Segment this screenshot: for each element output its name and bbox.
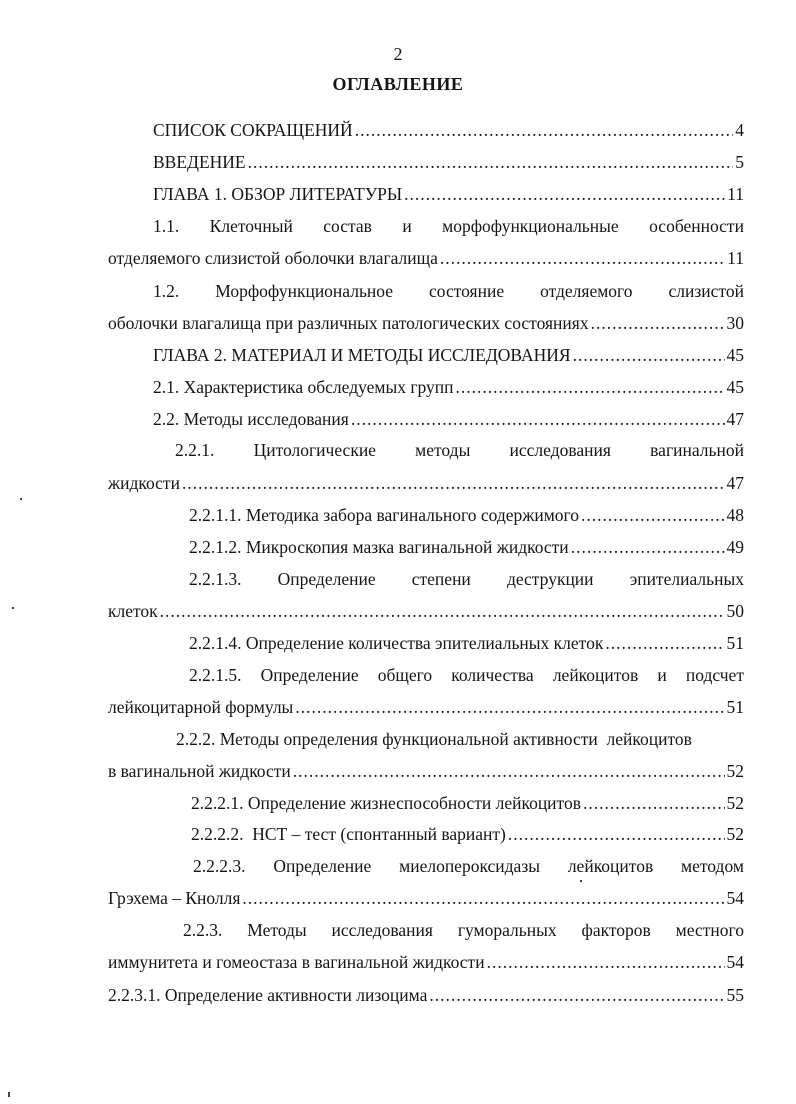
word: 1.2. [153, 281, 180, 301]
toc-entry-page: 51 [726, 697, 744, 717]
word: Определение [273, 856, 372, 876]
dot-leader [508, 822, 725, 846]
scan-speck [20, 498, 22, 500]
toc-entry-2-2-2-line2[interactable] [108, 759, 744, 783]
toc-entry-1-1-line1[interactable] [153, 214, 744, 238]
word: эпителиальных [629, 569, 744, 589]
toc-entry-text: ГЛАВА 2. МАТЕРИАЛ И МЕТОДЫ ИССЛЕДОВАНИЯ [153, 345, 571, 365]
dot-leader [355, 118, 734, 142]
toc-entry-2-2-1-3-line1[interactable] [189, 567, 744, 591]
word: местного [675, 920, 744, 940]
word: гуморальных [457, 920, 557, 940]
word: Цитологические [253, 440, 376, 460]
toc-entry-text: 2.2.1.1. Методика забора вагинального содержимого [189, 505, 580, 525]
word: состав [323, 216, 372, 236]
toc-entry-text: 2.2.2. Методы определения функциональной активности лейкоцитов [176, 729, 692, 749]
word: морфофункциональные [442, 216, 619, 236]
toc-entry-text: клеток [108, 601, 158, 621]
toc-entry-text: ВВЕДЕНИЕ [153, 152, 246, 172]
toc-entry-introduction[interactable] [153, 150, 744, 174]
toc-entry-text: 2.2.3.1. Определение активности лизоцима [108, 985, 428, 1005]
toc-entry-page: 45 [726, 377, 744, 397]
word: особенности [649, 216, 744, 236]
toc-entry-text: лейкоцитарной формулы [108, 697, 294, 717]
toc-entry-2-2-1-5-line2[interactable] [108, 695, 744, 719]
toc-entry-2-2-2-2[interactable] [191, 822, 744, 846]
word: и [657, 665, 667, 685]
toc-entry-page: 54 [726, 952, 744, 972]
toc-entry-2-2-3-line1[interactable] [183, 918, 744, 942]
toc-entry-2-2-2-line1[interactable] [176, 727, 744, 751]
toc-entry-text: оболочки влагалища при различных патологических состояниях [108, 313, 589, 333]
toc-entry-page: 51 [726, 633, 744, 653]
toc-entry-abbreviations[interactable] [153, 118, 744, 142]
word: 2.2.1.5. [189, 665, 242, 685]
dot-leader [182, 471, 725, 495]
toc-entry-page: 50 [726, 601, 744, 621]
word: Морфофункциональное [215, 281, 394, 301]
word: 1.1. [153, 216, 180, 236]
toc-entry-page: 48 [726, 505, 744, 525]
toc-entry-2-2-3-line2[interactable] [108, 950, 744, 974]
toc-entry-chapter-1[interactable] [153, 182, 744, 206]
dot-leader [293, 759, 725, 783]
toc-entry-text: 2.2. Методы исследования [153, 409, 349, 429]
dot-leader [242, 886, 724, 910]
dot-leader [573, 343, 725, 367]
dot-leader [571, 535, 725, 559]
word: слизистой [668, 281, 744, 301]
dot-leader [487, 950, 725, 974]
scan-speck [8, 1092, 10, 1097]
dot-leader [351, 407, 725, 431]
dot-leader [429, 983, 724, 1007]
toc-entry-2-2-1-line1[interactable] [175, 438, 744, 462]
scan-speck [580, 880, 582, 882]
word: методы [415, 440, 471, 460]
toc-entry-1-1-line2[interactable] [108, 246, 744, 270]
toc-entry-2-2-1-2[interactable] [189, 535, 744, 559]
toc-entry-page: 52 [726, 761, 744, 781]
toc-entry-page: 47 [726, 409, 744, 429]
word: Определение [260, 665, 359, 685]
toc-entry-text: Грэхема – Кнолля [108, 888, 241, 908]
word: Определение [277, 569, 376, 589]
toc-entry-text: иммунитета и гомеостаза в вагинальной жидкости [108, 952, 485, 972]
toc-entry-1-2-line1[interactable] [153, 279, 744, 303]
toc-entry-page: 49 [726, 537, 744, 557]
toc-entry-page: 52 [726, 793, 744, 813]
toc-entry-text: 2.2.1.2. Микроскопия мазка вагинальной жидкости [189, 537, 569, 557]
toc-entry-1-2-line2[interactable] [108, 311, 744, 335]
toc-entry-page: 52 [726, 824, 744, 844]
toc-entry-text: 2.2.2.2. НСТ – тест (спонтанный вариант) [191, 824, 506, 844]
toc-entry-2-2-1-line2[interactable] [108, 471, 744, 495]
page-number: 2 [393, 44, 403, 64]
word: 2.2.1. [175, 440, 215, 460]
toc-entry-text: отделяемого слизистой оболочки влагалища [108, 248, 438, 268]
dot-leader [295, 695, 724, 719]
word: миелопероксидазы [399, 856, 540, 876]
dot-leader [581, 503, 724, 527]
toc-entry-text: в вагинальной жидкости [108, 761, 291, 781]
toc-entry-page: 45 [726, 345, 744, 365]
toc-entry-2-2-1-3-line2[interactable] [108, 599, 744, 623]
toc-entry-text: 2.2.2.1. Определение жизнеспособности лейкоцитов [191, 793, 581, 813]
word: лейкоцитов [552, 665, 639, 685]
dot-leader [605, 631, 724, 655]
word: 2.2.1.3. [189, 569, 242, 589]
word: подсчет [685, 665, 744, 685]
word: вагинальной [650, 440, 744, 460]
word: Методы [247, 920, 307, 940]
word: факторов [581, 920, 651, 940]
dot-leader [404, 182, 725, 206]
word: лейкоцитов [567, 856, 654, 876]
dot-leader [583, 791, 725, 815]
toc-entry-2-2-3-1[interactable] [108, 983, 744, 1007]
toc-entry-2-1[interactable] [153, 375, 744, 399]
word: исследования [331, 920, 433, 940]
word: исследования [509, 440, 611, 460]
toc-entry-text: жидкости [108, 473, 180, 493]
toc-entry-2-2-1-5-line1[interactable] [189, 663, 744, 687]
toc-entry-page: 11 [727, 184, 744, 204]
toc-entry-text: ГЛАВА 1. ОБЗОР ЛИТЕРАТУРЫ [153, 184, 403, 204]
toc-entry-2-2-2-3-line2[interactable] [108, 886, 744, 910]
dot-leader [456, 375, 725, 399]
toc-entry-page: 4 [735, 120, 744, 140]
toc-entry-2-2[interactable] [153, 407, 744, 431]
toc-entry-text: СПИСОК СОКРАЩЕНИЙ [153, 120, 353, 140]
word: 2.2.2.3. [193, 856, 246, 876]
word: методом [681, 856, 744, 876]
page-title: ОГЛАВЛЕНИЕ [332, 74, 464, 94]
toc-entry-page: 54 [726, 888, 744, 908]
word: Клеточный [209, 216, 293, 236]
dot-leader [248, 150, 734, 174]
toc-entry-2-2-1-1[interactable] [189, 503, 744, 527]
word: деструкции [506, 569, 594, 589]
word: состояние [429, 281, 505, 301]
toc-entry-page: 5 [735, 152, 744, 172]
toc-entry-page: 11 [727, 248, 744, 268]
dot-leader [440, 246, 725, 270]
word: отделяемого [540, 281, 633, 301]
dot-leader [160, 599, 725, 623]
toc-entry-2-2-1-4[interactable] [189, 631, 744, 655]
toc-entry-page: 55 [726, 985, 744, 1005]
toc-entry-chapter-2[interactable] [153, 343, 744, 367]
word: степени [411, 569, 471, 589]
toc-entry-text: 2.2.1.4. Определение количества эпителиальных клеток [189, 633, 604, 653]
toc-entry-2-2-2-3-line1[interactable] [193, 854, 744, 878]
toc-entry-page: 47 [726, 473, 744, 493]
word: общего [377, 665, 433, 685]
word: количества [451, 665, 534, 685]
toc-entry-page: 30 [726, 313, 744, 333]
scan-speck [12, 607, 14, 609]
word: и [402, 216, 412, 236]
dot-leader [591, 311, 725, 335]
toc-entry-text: 2.1. Характеристика обследуемых групп [153, 377, 454, 397]
word: 2.2.3. [183, 920, 223, 940]
toc-entry-2-2-2-1[interactable] [191, 791, 744, 815]
